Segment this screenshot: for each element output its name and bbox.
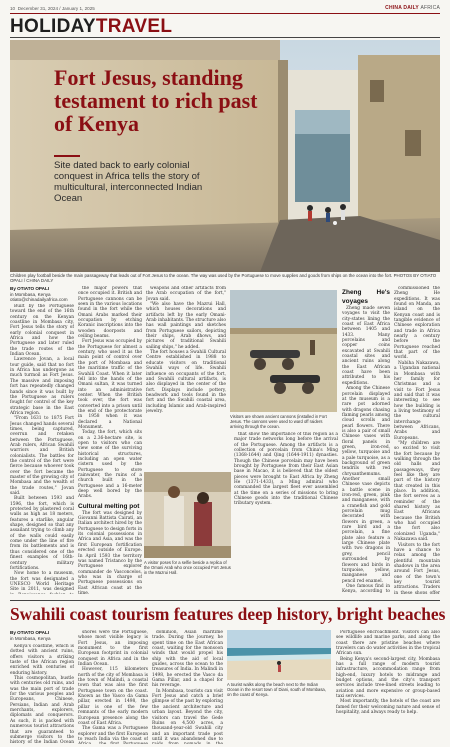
paragraph: shores were the Portuguese, whose most visible legacy is Fort Jesus, an imposing monument to the first European footprint in colonial conquest in Africa and in the Indian Ocean.: [78, 630, 148, 668]
paragraph: Visitors to the fort have a chance to relax among the plentiful mountain shadows in the area around Fort Jesus, one of the town's key tourist attractions. Traders in these shops offer: [394, 542, 440, 594]
issue-date: December 31, 2024 / January 1, 2025: [17, 5, 95, 11]
page-number-date: [10, 6, 95, 11]
paragraph: dominion, Asian maritime trade. During the journey, he spent time on the East African coast, waiting for the monsoon winds that would propel his ship with the aid of local guides, across the ocean to the treasures of India. In Malindi in 1498, he erected the Vasco da Gama Pillar, and a chapel for his reverage.: [152, 630, 223, 689]
paragraph: Among the Chinese porcelain displayed at the museum is a rare pot adorned with dragons chasing flaming pearls among cloud scrolls and pearl flowers. There is also a pair of small Chinese vases with floral panels in green, iron-red, yellow, turquoise and a pale turquoise, as a background of green tendrils with red chrysanthemums. Another small Chinese vase depicts a battle scene in iron-red, green, pink and manganese, with a cranefish and gold porcelain mug decorated with flowers in green, a rare bird and a porcelain, a fine plate also feature a large Chinese plate with two dragons in grey, pencil surrounded by flowers and birds in turquoise, yellow, manganese and pencil red enamel.: [342, 386, 390, 584]
paragraph: Being Kenya's second-largest city, Mombasa has a full range of modern tourist infrastructure, accommodation range from high-end, luxury hotels to midrange and budget options, and the city's transport services include tree-lined streets leading to aviation and more expensive or group-based taxi services.: [336, 656, 440, 700]
replica-caption: A visitor poses for a selfie beside a replica of the Omani Arab who once occupied Fort Jesus in the Mazrui Hall.: [144, 560, 231, 575]
lead-deck: Site dated back to early colonial conquest in Africa tells the story of multicultural, interconnected Indian Ocean: [54, 160, 203, 204]
paragraph: However, 115 kilometers north of the city of Mombasa is the town of Malindi, a coastal town that was also the first Portuguese town on the coast. Known as the Vasco da Gama pillar, erected in 1498, the pillar is one of the few remnants of the early modern European presence along the coast of East Africa.: [78, 667, 148, 726]
section-travel: TRAVEL: [95, 16, 173, 37]
paragraph: Lawrence Jovan, a local tour guide, said that no fort in Africa has undergone as much turmoil as Fort Jesus. The massive and imposing fort has repeatedly changed hands since it was built by the Portuguese as rulers fought for control of the key strategic base in the East Africa region.: [10, 357, 74, 416]
deck-rule: [54, 155, 80, 157]
second-byline: [10, 630, 74, 641]
paragraph: Built by the Portuguese toward the end of the 16th century on the Kenyan coastline in Mombasa city, Fort Jesus tells the story of early colonial conquest in Africa and how the Portuguese and later ruled the trade routes of the Indian Ocean.: [10, 304, 74, 358]
paragraph: The fort was designed by Giovanni Battista Cairati, an Italian architect hired by the Portuguese to design forts in its colonial possessions in Africa and Asia, and was the first European fortification erected outside of Europe. In April 1593 the territory was named Tristanco by the Portuguese explorer commander de Vasconcelos, who was in charge of Portuguese possessions on East African coast at the time.: [78, 510, 142, 594]
subhead-zheng: Zheng He's voyages: [342, 289, 390, 305]
byline-place: in Mombasa, Kenya: [10, 291, 51, 297]
paragraph: The Gama was a Portuguese explorer and the first European to reach India via the coast of: [78, 726, 148, 742]
lead-column-5: [394, 286, 440, 594]
paragraph: commissioned the Zheng He expeditions. It was found on Manda, an island on the Kenyan coast and is tangible evidence of Chinese exploration and trade in Africa nearly a century before the Portuguese reached that part of the world.: [394, 286, 440, 361]
paragraph: Now home to a museum, the fort was designated a UNESCO World Heritage Site in 2011, was designed: [10, 571, 74, 593]
paragraph: "My children are so excited to visit the fort because by walking through the old halls and passageways, they feel like they are part of the history that created in this place. In addition, the fort serves as a reminder of the shared history as East Africans because the British who had occupied the fort also colonized Uganda," Nakazawa said.: [394, 440, 440, 543]
lead-column-3b: [234, 432, 338, 594]
lead-column-3: [146, 286, 226, 468]
paragraph: Most importantly, the hotels of the coast are famed for their welcoming nature and sense of hospitality, and always ready to help.: [336, 699, 440, 716]
second-column-1: [10, 644, 74, 744]
paragraph: Built between 1593 and 1596, the fort, which is protected by plastered coral walls as high as 18 meters, features a starlike, angular shape, designed so that any assailant trying to climb any of the walls could easily come under the line of fire from its battlements and is thus considered one of the finest examples of 16th-century military fortifications.: [10, 496, 74, 571]
subhead-cultural: Cultural melting pot: [78, 502, 140, 510]
second-byline-place: in Mombasa, Kenya: [10, 635, 51, 641]
paragraph: Today, the fort, which sits on a 2.36-hectare site, is open to visitors who can view some of the surviving historical structures, including an open water cistern used by the Portuguese to store rainwater, the ruins of a church built in the Portuguese and a 16-meter deep well bored by the Arabs.: [78, 430, 142, 500]
lead-headline: Fort Jesus, standing testament to rich past of Kenya: [54, 65, 258, 136]
paragraph: "We also have the Mazrui Hall, which houses decorations and artifacts left by the early Omani-Arab inhabitants. The structure also has wall paintings and sketches from Portuguese sailors, depicting their ships, Arab dhows, and pictures of traditional Swahili sailing ships," he added.: [146, 302, 226, 350]
second-column-2: [78, 630, 148, 744]
second-byline-name: By OTIATO OPALI: [10, 630, 50, 635]
paragraph: Nabiha Nakazawa, a Ugandan national in Mombasa with her family for Christmas and a visit to Fort Jesus and said that it was interesting to see how the building is a living testimony of the cultural interchange between Africans, Arabs and Europeans.: [394, 360, 440, 441]
lead-column-4: [342, 286, 390, 594]
paragraph: "From 1631 to 1875 Fort Jesus changed hands several times, being captured, overrun and retaken between the Portuguese, Arab rulers, African Swahili warriors and British colonialists. The battles for the control of the fort were fierce because whoever took over the fort became the master of the growing city of Mombasa and the wealth of the trade routes," Jovan said.: [10, 416, 74, 497]
section-rule: [10, 37, 440, 38]
story-separator: [10, 600, 440, 601]
byline-email: otiato@chinadailyafrica.com: [10, 297, 68, 303]
paragraph: In Mombasa, tourists can visit Fort Jesus and catch a brief glimpse of the past by exploring the ancient architecture and urban layout. Beyond the city, visitors can travel the Gede Ruins on 4,500 acres, a thousand-year-old Swahili city and an important trade post until it was abandoned due to: [152, 688, 223, 742]
beach-photo: [227, 630, 331, 680]
section-holiday: HOLIDAY: [10, 16, 96, 37]
paper-name: CHINA DAILY: [385, 5, 419, 11]
second-headline: Swahili coast tourism features deep history, bright beaches: [10, 604, 446, 624]
second-column-4: [336, 630, 440, 744]
lead-column-1: [10, 304, 74, 594]
byline-name: By OTIATO OPALI: [10, 286, 50, 291]
replica-photo-graphic: [144, 472, 231, 558]
cannon-photo-graphic: [230, 290, 337, 412]
paragraph: Fort Jesus was occupied by the Portuguese for almost a century, who used it as the main point of control over the port of Mombasa and the maritime traffic of the Swahili Coast. When it later fell into the hands of the Omani sultan, it was turned into an administrative center. When the British took over, the fort was converted into a prison until the end of the protectorate in 1958 when it was declared a National Monument.: [78, 339, 142, 430]
section-title: [10, 16, 172, 38]
replica-photo: [144, 472, 231, 558]
top-rule: [10, 13, 440, 14]
paragraph: The fort houses a Swahili Cultural Centre established in 1988 to educate visitors on traditional Swahili ways of life. Swahili influence on occupants of the fort, and Swahili cultural artifacts, is also displayed in the center of the fort. Displays include pottery, beadwork and tools found in the fort and the Swahili coastal area, including Islamic and Arab-inspired jewelry.: [146, 350, 226, 414]
paragraph: weapons and other artifacts from the Arab occupation of the fort," Jovan said.: [146, 286, 226, 302]
beach-photo-graphic: [227, 630, 331, 680]
paragraph: Portuguese encroachment. Visitors can also see wildlife and marine parks, and along the coast there are pristine beaches where travelers can do water activities in the tropical African sun.: [336, 630, 440, 657]
cannons-caption: Visitors are shown ancient cannons (installed in Fort Jesus. The cannons were used to ward off raiders arriving through the ocean.: [230, 414, 327, 429]
paragraph: Zheng made seven voyages to visit the city-states lining the coast of East Africa between 1405 and 1433. Many porcelains and copper coins excavated at Swahili coastal sites and ancient ruins along the East African coast have been attributed to his expeditions.: [342, 306, 390, 386]
hero-caption: Children play football beside the main passageway that leads out of Fort Jesus to the ocean. The way was used by the Portuguese to move supplies and goods from ships on the ocean into the fort. PHOTOS BY OTIATO OPALI / CHINA DAILY: [10, 273, 437, 284]
paper-logo: [385, 5, 440, 11]
paper-suffix: AFRICA: [420, 5, 440, 11]
second-column-3: [152, 630, 223, 744]
cannons-photo: [230, 290, 337, 412]
paragraph: the major powers that once occupied it. British and Portuguese cannons can be seen in the various locations found in the fort while the Omani Arabs marked their occupation by etching Koranic inscriptions into the wooden doorposts and ceiling beams.: [78, 286, 142, 340]
lead-column-2: [78, 286, 142, 594]
paragraph: This cosmopolitan, bustle with centuries old ruins, and was the main port of trade for the various peoples and Europeans, Chinese, Persians, Indian and Arab merchants, explorers, diplomats and conquerors. As such, it is packed with numerous tourist attractions that are guaranteed to submerge visitors to the history of the Indian Ocean: [10, 676, 74, 744]
masthead-strip: [10, 4, 440, 12]
page-number: 10: [10, 5, 16, 11]
lead-byline: [10, 286, 74, 303]
beach-caption: A tourist walks along the beach next to the Indian Ocean in the resort town of Diani, south of Mombasa, on the coast of Kenya.: [227, 682, 326, 697]
paragraph: Kenya's coastline, which is dotted with ancient ruins, offers visitors a striking taste of the African region enriched with centuries of enduring history.: [10, 644, 74, 676]
paragraph: that show the importance of this region as a major trade networks long before the arrival of the Portuguese. Among the artifacts is a collection of porcelain from China's Ming (1368-1644) and Qing (1644-1911) dynasties. Though the Chinese porcelain may have been brought by Portuguese from their East Asian base in Macao, it is believed that the oldest pieces were brought to East Africa by Zheng He (1371-1433), a Ming admiral who commanded the largest fleet ever assembled at the time on a series of missions to bring Chinese goods into the traditional Chinese tributary system.: [234, 432, 338, 507]
paragraph: One famous find in Kenya, according to: [342, 583, 390, 594]
